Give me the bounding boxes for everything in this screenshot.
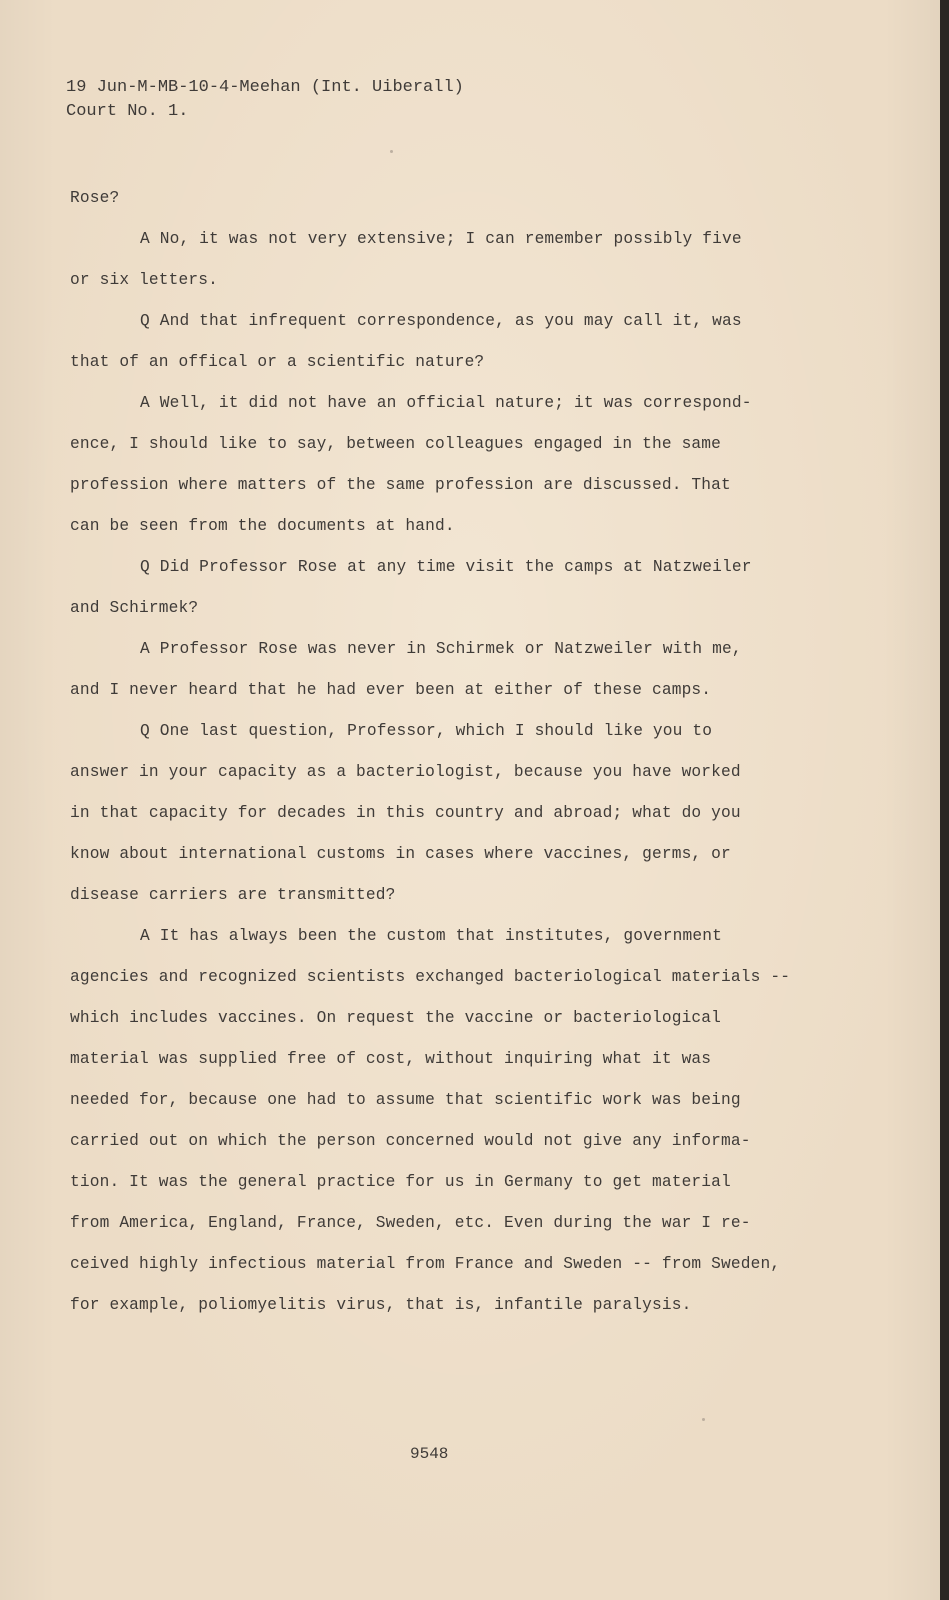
testimony-text <box>70 178 810 1326</box>
text-line: Q One last question, Professor, which I should like you to <box>140 722 713 740</box>
text-line: Rose? <box>70 189 120 207</box>
header-line-court: Court No. 1. <box>66 102 189 121</box>
text-line: disease carriers are transmitted? <box>70 886 396 904</box>
text-line: answer in your capacity as a bacteriologist, because you have worked <box>70 763 741 781</box>
text-line: know about international customs in cases where vaccines, germs, or <box>70 845 731 863</box>
page-number: 9548 <box>410 1445 449 1463</box>
text-line: from America, England, France, Sweden, etc. Even during the war I re- <box>70 1214 751 1232</box>
text-line: Q Did Professor Rose at any time visit the camps at Natzweiler <box>140 558 752 576</box>
header-line-transcript-id: 19 Jun-M-MB-10-4-Meehan (Int. Uiberall) <box>66 78 464 97</box>
text-line: A Well, it did not have an official nature; it was correspond- <box>140 394 752 412</box>
paper-speck <box>702 1418 705 1421</box>
text-line: and I never heard that he had ever been at either of these camps. <box>70 681 712 699</box>
text-line: A Professor Rose was never in Schirmek or Natzweiler with me, <box>140 640 742 658</box>
text-line: that of an offical or a scientific nature? <box>70 353 485 371</box>
text-line: Q And that infrequent correspondence, as you may call it, was <box>140 312 742 330</box>
text-line: A No, it was not very extensive; I can remember possibly five <box>140 230 742 248</box>
text-line: which includes vaccines. On request the vaccine or bacteriological <box>70 1009 722 1027</box>
text-line: tion. It was the general practice for us in Germany to get material <box>70 1173 731 1191</box>
text-line: in that capacity for decades in this country and abroad; what do you <box>70 804 741 822</box>
text-line: can be seen from the documents at hand. <box>70 517 455 535</box>
text-line: material was supplied free of cost, without inquiring what it was <box>70 1050 712 1068</box>
text-line: ence, I should like to say, between colleagues engaged in the same <box>70 435 722 453</box>
text-line: and Schirmek? <box>70 599 199 617</box>
text-line: A It has always been the custom that institutes, government <box>140 927 722 945</box>
paper-speck <box>390 150 393 153</box>
text-line: needed for, because one had to assume that scientific work was being <box>70 1091 741 1109</box>
document-header <box>66 76 464 124</box>
text-line: for example, poliomyelitis virus, that is, infantile paralysis. <box>70 1296 692 1314</box>
text-line: profession where matters of the same profession are discussed. That <box>70 476 731 494</box>
text-line: agencies and recognized scientists exchanged bacteriological materials -- <box>70 968 791 986</box>
text-line: or six letters. <box>70 271 218 289</box>
text-line: carried out on which the person concerned would not give any informa- <box>70 1132 751 1150</box>
text-line: ceived highly infectious material from France and Sweden -- from Sweden, <box>70 1255 781 1273</box>
